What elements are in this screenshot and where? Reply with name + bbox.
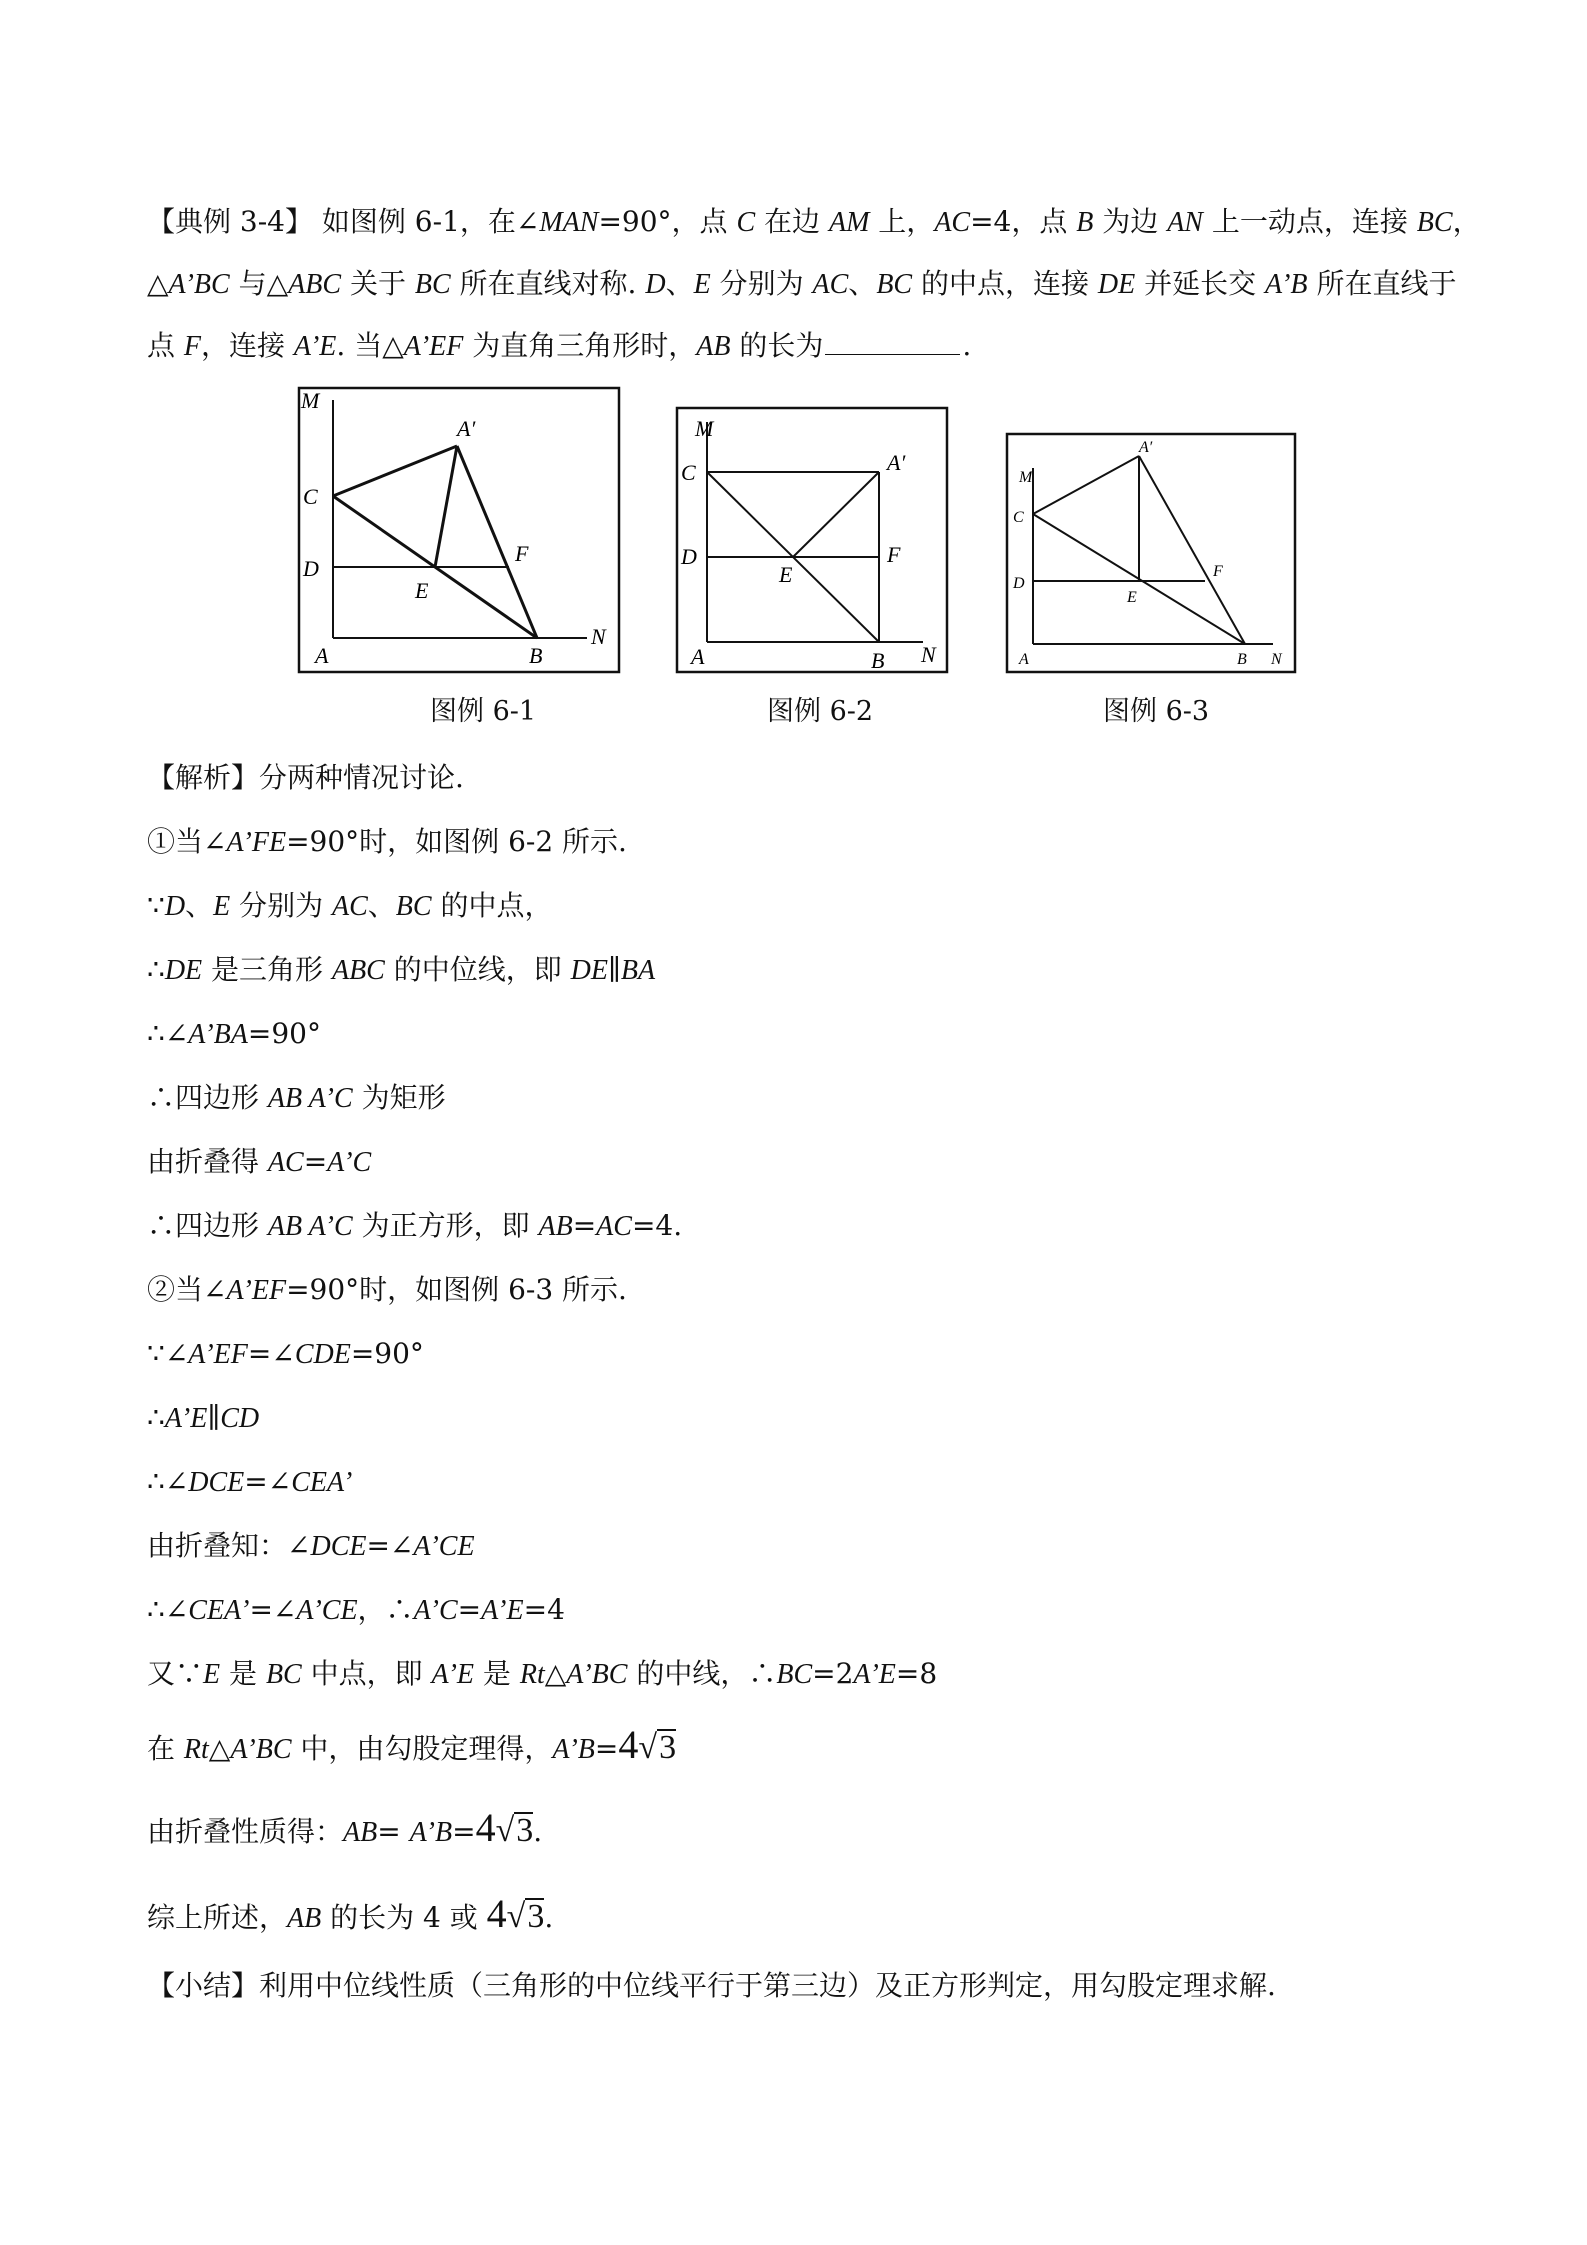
label-A-prime: A′ (1139, 439, 1153, 456)
text-run: ∵∠ (147, 1337, 189, 1370)
math-term: E (693, 269, 711, 300)
label-A: A (1019, 651, 1029, 668)
answer-blank (825, 326, 960, 355)
radical-expression (618, 1722, 677, 1767)
text-run: = (377, 1815, 410, 1848)
text-run: ∴ (147, 1401, 165, 1434)
text-run: =90° (247, 1017, 321, 1050)
label-A-prime: A′ (457, 416, 476, 441)
math-term: AB (696, 331, 731, 362)
text-run: 为矩形 (352, 1081, 446, 1114)
text-run: 与△ (229, 267, 289, 300)
math-term: AM (828, 207, 870, 238)
label-F: F (515, 541, 529, 566)
math-term: DE∥BA (570, 955, 656, 986)
sqrt-icon: √ (638, 1729, 658, 1766)
text-run: ②当∠ (147, 1273, 227, 1306)
math-term: A’E (853, 1659, 896, 1690)
text-run: 、 (665, 267, 694, 300)
label-M: M (301, 388, 320, 413)
text-run: 所在直线于 (1307, 267, 1457, 300)
text-run: 上， (869, 205, 935, 238)
text-run: = (457, 1593, 482, 1626)
text-run: = (572, 1209, 597, 1242)
text-run: =4 (523, 1593, 565, 1626)
math-term: BC (414, 269, 451, 300)
solution-line (147, 1805, 543, 1853)
radical-expression (486, 1891, 545, 1936)
figure-6-1 (297, 386, 621, 674)
text-run: 在 (147, 1732, 184, 1765)
caption-figure-6-3: 图例 6-3 (1103, 696, 1210, 727)
solution-line (147, 1270, 627, 1311)
text-run: =2 (812, 1657, 854, 1690)
text-run: 如图例 6-1，在∠ (313, 205, 540, 238)
math-term: AN (1167, 207, 1203, 238)
solution-line (147, 1078, 446, 1119)
text-run: =90° (350, 1337, 424, 1370)
math-term: DE (164, 955, 203, 986)
text-run: 上一动点，连接 (1202, 205, 1417, 238)
solution-line (147, 1014, 321, 1055)
math-term: A’E (293, 331, 337, 362)
problem-tag: 【典例 3-4】 (147, 205, 313, 238)
label-A: A (691, 644, 705, 669)
sqrt-icon: √ (495, 1812, 515, 1849)
label-C: C (303, 484, 318, 509)
text-run: ①当∠ (147, 825, 227, 858)
label-B: B (1237, 651, 1247, 668)
text-run: 并延长交 (1135, 267, 1266, 300)
solution-line (147, 1398, 259, 1439)
label-E: E (415, 578, 429, 603)
math-term: D (164, 891, 186, 922)
figure-6-3 (1005, 432, 1297, 674)
radicand: 3 (516, 1812, 534, 1849)
label-B: B (529, 643, 543, 668)
math-term: ABC (288, 269, 342, 300)
math-term: AC (267, 1147, 304, 1178)
label-A-prime: A′ (887, 450, 906, 475)
math-term: A’EF (226, 1275, 287, 1306)
text-run: 的中点， (431, 889, 553, 922)
text-run: 是三角形 (202, 953, 332, 986)
text-run: = (303, 1145, 328, 1178)
label-F: F (1213, 563, 1223, 580)
solution-line (147, 886, 552, 927)
text-run: = (452, 1815, 476, 1848)
text-run: 综上所述， (147, 1901, 288, 1934)
solution-line (147, 1654, 937, 1695)
math-term: A’B (552, 1734, 595, 1765)
text-run: 为正方形，即 (352, 1209, 539, 1242)
solution-line (147, 1462, 352, 1503)
solution-line (147, 950, 655, 991)
text-run: ∵ (147, 889, 165, 922)
math-term: AB A’C (267, 1083, 353, 1114)
math-term: A’C (413, 1595, 458, 1626)
math-term: Rt (519, 1659, 545, 1690)
text-run: 在边 (755, 205, 829, 238)
text-run: =4. (631, 1209, 683, 1242)
math-term: A’E∥CD (164, 1403, 260, 1434)
solution-line (147, 1142, 371, 1183)
text-run: ，连接 (201, 329, 294, 362)
math-term: AB (343, 1817, 378, 1848)
math-term: A’E (481, 1595, 524, 1626)
math-term: Rt (183, 1734, 209, 1765)
radical-coefficient: 4 (618, 1722, 639, 1767)
problem-line-1 (147, 202, 1481, 243)
math-term: BC (1416, 207, 1453, 238)
text-run: ， (1452, 205, 1481, 238)
math-term: D (645, 269, 666, 300)
math-term: AB A’C (267, 1211, 353, 1242)
math-term: C (736, 207, 756, 238)
text-run: 分别为 (710, 267, 813, 300)
text-run: ∴四边形 (147, 1209, 268, 1242)
text-run: =90°，点 (598, 205, 737, 238)
math-term: AC (596, 1211, 632, 1242)
solution-line (147, 1590, 565, 1631)
text-run: =8 (895, 1657, 938, 1690)
text-run: 、 (367, 889, 396, 922)
text-run: 、 (848, 267, 877, 300)
math-term: AB (538, 1211, 573, 1242)
summary (147, 1966, 1276, 2006)
text-run: =∠ (244, 1465, 292, 1498)
label-B: B (871, 648, 885, 673)
label-A: A (315, 643, 329, 668)
math-term: B (1076, 207, 1094, 238)
math-term: A’BC (168, 269, 230, 300)
text-run: 为边 (1093, 205, 1168, 238)
text-run: 是 (220, 1657, 266, 1690)
math-term: CEA’ (188, 1595, 250, 1626)
text-run: 中，由勾股定理得， (291, 1732, 553, 1765)
math-term: A’FE (226, 827, 287, 858)
text-run: 又∵ (147, 1657, 204, 1690)
radical-expression (475, 1805, 534, 1850)
label-D: D (1013, 575, 1025, 592)
text-run: . (962, 329, 972, 362)
text-run: △ (544, 1657, 567, 1690)
label-M: M (1019, 469, 1033, 486)
problem-line-2 (147, 264, 1456, 305)
text-run: ∴∠ (147, 1017, 189, 1050)
math-term: A’B (1265, 269, 1308, 300)
text-run: =90°时，如图例 6-2 所示. (286, 825, 627, 858)
text-run: 的中线，∴ (627, 1657, 777, 1690)
math-term: BC (265, 1659, 302, 1690)
label-F: F (887, 542, 901, 567)
solution-intro (147, 758, 464, 798)
text-run: △ (208, 1732, 231, 1765)
solution-line (147, 1206, 682, 1247)
math-term: DCE (310, 1531, 367, 1562)
radicand: 3 (527, 1898, 545, 1935)
math-term: CDE (294, 1339, 351, 1370)
text-run: =∠ (249, 1593, 297, 1626)
text-run: 【解析】分两种情况讨论. (147, 761, 464, 794)
label-C: C (681, 460, 696, 485)
text-run: =∠ (366, 1529, 414, 1562)
text-run: 、 (185, 889, 214, 922)
text-run: 由折叠知：∠ (147, 1529, 311, 1562)
math-term: ABC (331, 955, 385, 986)
label-N: N (591, 624, 606, 649)
text-run: 点 (147, 329, 184, 362)
period: . (533, 1815, 543, 1848)
math-term: A’EF (188, 1339, 248, 1370)
solution-line (147, 822, 627, 863)
text-run: 中点，即 (301, 1657, 432, 1690)
label-D: D (303, 556, 319, 581)
text-run: △ (147, 267, 169, 300)
radical-coefficient: 4 (475, 1805, 496, 1850)
label-M: M (695, 416, 714, 441)
label-N: N (921, 642, 936, 667)
text-run: . 当△ (336, 329, 404, 362)
math-term: AB (287, 1903, 322, 1934)
text-run: 关于 (341, 267, 415, 300)
caption-figure-6-1: 图例 6-1 (430, 696, 537, 727)
period: . (544, 1901, 554, 1934)
text-run: = (594, 1732, 619, 1765)
sqrt-icon: √ (506, 1898, 526, 1935)
text-run: 【小结】利用中位线性质（三角形的中位线平行于第三边）及正方形判定，用勾股定理求解. (147, 1969, 1276, 2002)
text-run: =4，点 (970, 205, 1077, 238)
solution-line (147, 1334, 424, 1375)
text-run: ∴∠ (147, 1465, 189, 1498)
text-run: 所在直线对称. (450, 267, 646, 300)
math-term: A’CE (296, 1595, 358, 1626)
text-run: ，∴ (357, 1593, 414, 1626)
math-term: A’BA (188, 1019, 248, 1050)
solution-line (147, 1891, 554, 1939)
math-term: A’CE (413, 1531, 475, 1562)
math-term: A’C (327, 1147, 372, 1178)
text-run: 的中位线，即 (384, 953, 571, 986)
text-run: ∴ (147, 953, 165, 986)
math-term: A’B (409, 1817, 453, 1848)
text-run: =90°时，如图例 6-3 所示. (286, 1273, 627, 1306)
text-run: 为直角三角形时， (463, 329, 697, 362)
solution-line (147, 1526, 475, 1567)
text-run: ∴四边形 (147, 1081, 268, 1114)
label-E: E (1127, 589, 1137, 606)
text-run: 由折叠性质得： (147, 1815, 344, 1848)
math-term: DCE (188, 1467, 245, 1498)
math-term: E (213, 891, 231, 922)
solution-line (147, 1722, 677, 1770)
text-run: 的长为 4 或 (321, 1901, 487, 1934)
text-run: ∴∠ (147, 1593, 189, 1626)
math-term: AC (934, 207, 971, 238)
math-term: BC (876, 269, 913, 300)
math-term: A’BC (566, 1659, 628, 1690)
math-term: F (183, 331, 202, 362)
math-term: BC (395, 891, 432, 922)
label-E: E (779, 562, 793, 587)
figure-6-2 (675, 406, 949, 674)
math-term: A’EF (403, 331, 464, 362)
math-term: A’E (431, 1659, 475, 1690)
math-term: CEA’ (291, 1467, 353, 1498)
label-N: N (1271, 651, 1282, 668)
text-run: 的中点，连接 (912, 267, 1098, 300)
problem-line-3 (147, 326, 971, 367)
text-run: =∠ (247, 1337, 295, 1370)
label-D: D (681, 544, 697, 569)
text-run: 分别为 (230, 889, 332, 922)
text-run: 是 (474, 1657, 520, 1690)
radical-coefficient: 4 (486, 1891, 507, 1936)
math-term: A’BC (230, 1734, 292, 1765)
caption-figure-6-2: 图例 6-2 (767, 696, 874, 727)
radicand: 3 (659, 1729, 677, 1766)
label-C: C (1013, 509, 1024, 526)
text-run: 的长为 (730, 329, 824, 362)
math-term: DE (1097, 269, 1136, 300)
math-term: E (203, 1659, 221, 1690)
math-term: AC (332, 891, 368, 922)
math-term: AC (812, 269, 849, 300)
math-term: BC (776, 1659, 813, 1690)
math-term: MAN (539, 207, 599, 238)
text-run: 由折叠得 (147, 1145, 268, 1178)
